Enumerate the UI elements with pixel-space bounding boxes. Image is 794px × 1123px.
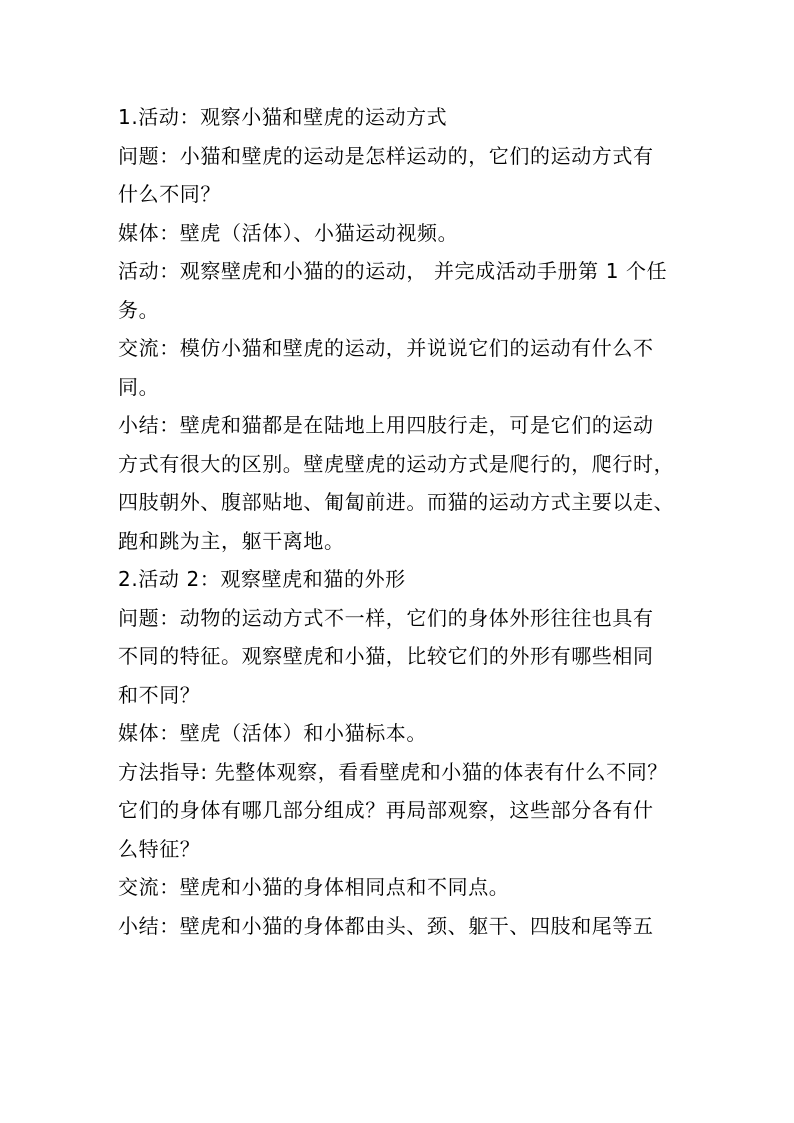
paragraph-line: 不同的特征。观察壁虎和小猫，比较它们的外形有哪些相同 (118, 644, 654, 668)
document-page (118, 98, 678, 945)
paragraph-line: 它们的身体有哪几部分组成？再局部观察，这些部分各有什 (118, 798, 654, 822)
heading-activity-1: 1.活动：观察小猫和壁虎的运动方式 (118, 105, 448, 129)
paragraph-line: 问题：动物的运动方式不一样，它们的身体外形往往也具有 (118, 605, 654, 630)
paragraph-line: 务。 (118, 297, 160, 322)
paragraph-line: 四肢朝外、腹部贴地、匍匐前进。而猫的运动方式主要以走、 (118, 490, 675, 514)
paragraph-line: 问题：小猫和壁虎的运动是怎样运动的，它们的运动方式有 (118, 143, 654, 168)
paragraph-line: 小结：壁虎和猫都是在陆地上用四肢行走，可是它们的运动 (118, 413, 654, 437)
paragraph-line: 小结：壁虎和小猫的身体都由头、颈、躯干、四肢和尾等五 (118, 913, 654, 938)
paragraph-line: 交流：壁虎和小猫的身体相同点和不同点。 (118, 875, 510, 899)
paragraph-line: 同。 (118, 374, 160, 399)
paragraph-line: 交流：模仿小猫和壁虎的运动，并说说它们的运动有什么不 (118, 336, 654, 360)
paragraph-line: 和不同？ (118, 682, 201, 707)
heading-activity-2: 2.活动 2：观察壁虎和猫的外形 (118, 567, 406, 591)
paragraph-line: 活动：观察壁虎和小猫的的运动， 并完成活动手册第 1 个任 (118, 259, 668, 283)
paragraph-line: 跑和跳为主，躯干离地。 (118, 528, 345, 553)
paragraph-line: 方法指导: 先整体观察，看看壁虎和小猫的体表有什么不同？ (118, 759, 668, 784)
paragraph-line: 媒体：壁虎（活体）和小猫标本。 (118, 721, 427, 745)
paragraph-line: 么特征？ (118, 836, 201, 861)
paragraph-line: 媒体：壁虎（活体）、小猫运动视频。 (118, 220, 459, 245)
paragraph-line: 什么不同？ (118, 182, 221, 206)
paragraph-line: 方式有很大的区别。壁虎壁虎的运动方式是爬行的，爬行时， (118, 451, 675, 476)
